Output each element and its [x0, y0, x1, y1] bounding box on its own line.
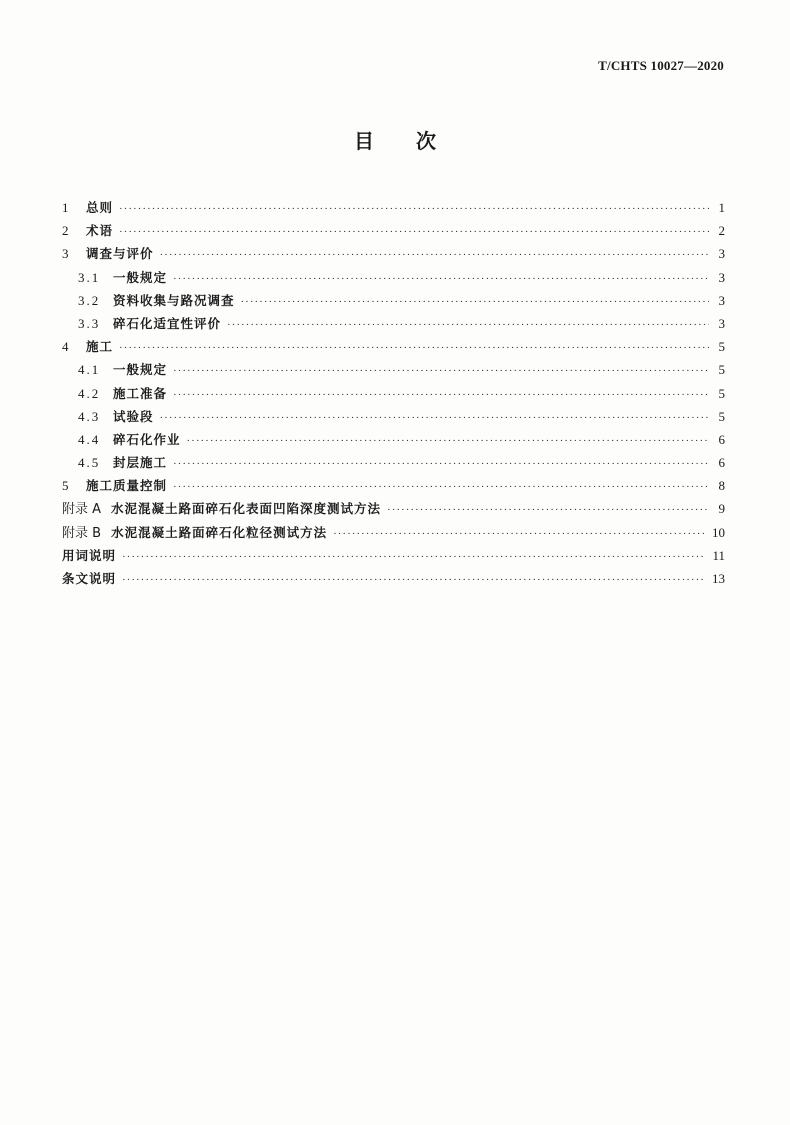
- toc-dot-leader: [122, 546, 706, 569]
- toc-entry-label: 一般规定: [113, 269, 168, 285]
- toc-entry[interactable]: [62, 567, 725, 590]
- toc-entry[interactable]: [62, 219, 725, 242]
- toc-dot-leader: [187, 430, 709, 453]
- toc-entry[interactable]: [62, 474, 725, 497]
- toc-entry-page-number: 5: [718, 362, 725, 378]
- toc-dot-leader: [173, 476, 709, 499]
- toc-entry-label: 总则: [86, 200, 114, 215]
- toc-dot-leader: [387, 499, 709, 522]
- table-of-contents: [62, 196, 725, 590]
- toc-entry[interactable]: [62, 358, 725, 381]
- toc-entry-page-number: 5: [718, 408, 725, 424]
- toc-entry-label: 一般规定: [113, 362, 168, 378]
- toc-entry-number: 4.4: [78, 431, 101, 447]
- toc-dot-leader: [119, 198, 709, 221]
- toc-entry-number: 附录 B: [62, 525, 102, 541]
- toc-dot-leader: [173, 360, 709, 383]
- toc-entry-label: 碎石化适宜性评价: [113, 315, 222, 331]
- toc-entry[interactable]: [62, 544, 725, 567]
- toc-entry-number: 4.5: [78, 455, 101, 471]
- toc-entry-page-number: 11: [712, 547, 725, 563]
- toc-entry-label: 水泥混凝土路面碎石化粒径测试方法: [111, 524, 328, 540]
- toc-entry-label: 施工质量控制: [86, 478, 168, 494]
- toc-entry-page-number: 6: [718, 431, 725, 447]
- toc-entry-number: 1: [62, 200, 69, 215]
- toc-entry-page-number: 3: [718, 269, 725, 285]
- toc-entry-label: 封层施工: [113, 455, 168, 471]
- toc-entry-page-number: 3: [718, 315, 725, 331]
- toc-entry-label: 碎石化作业: [113, 431, 181, 447]
- toc-entry-page-number: 5: [718, 385, 725, 401]
- toc-entry-page-number: 3: [718, 246, 725, 262]
- toc-entry[interactable]: [62, 497, 725, 520]
- toc-entry-label: 施工: [86, 339, 114, 355]
- toc-entry[interactable]: [62, 196, 725, 219]
- toc-dot-leader: [173, 453, 709, 476]
- toc-entry-label: 资料收集与路况调查: [113, 292, 235, 308]
- toc-dot-leader: [173, 268, 709, 291]
- toc-entry-label: 水泥混凝土路面碎石化表面凹陷深度测试方法: [111, 501, 382, 517]
- toc-entry-page-number: 2: [718, 223, 725, 239]
- toc-dot-leader: [119, 221, 709, 244]
- toc-entry-page-number: 10: [712, 524, 725, 540]
- toc-entry-number: 4.1: [78, 362, 101, 378]
- toc-entry-label: 调查与评价: [86, 246, 154, 262]
- title-char-2: 次: [416, 129, 436, 153]
- toc-dot-leader: [160, 244, 709, 267]
- toc-entry-number: 5: [62, 478, 69, 494]
- toc-entry-number: 附录 A: [62, 502, 102, 518]
- toc-entry-page-number: 5: [718, 339, 725, 355]
- page-title: [0, 125, 790, 154]
- toc-entry-label: 施工准备: [113, 385, 168, 401]
- toc-dot-leader: [333, 523, 706, 546]
- toc-entry-page-number: 13: [712, 571, 725, 586]
- toc-entry[interactable]: [62, 312, 725, 335]
- toc-entry[interactable]: [62, 451, 725, 474]
- toc-entry[interactable]: [62, 266, 725, 289]
- toc-entry[interactable]: [62, 289, 725, 312]
- toc-entry-label: 术语: [86, 223, 114, 239]
- toc-dot-leader: [227, 314, 709, 337]
- toc-dot-leader: [122, 569, 706, 592]
- toc-entry-number: 4.3: [78, 408, 101, 424]
- toc-entry-page-number: 9: [718, 501, 725, 517]
- toc-entry-number: 3.1: [78, 269, 101, 285]
- toc-entry[interactable]: [62, 521, 725, 544]
- toc-dot-leader: [160, 407, 709, 430]
- toc-entry-page-number: 3: [718, 292, 725, 308]
- toc-entry[interactable]: [62, 405, 725, 428]
- toc-entry-number: 4: [62, 339, 69, 355]
- toc-entry-label: 用词说明: [62, 547, 117, 563]
- toc-dot-leader: [241, 291, 709, 314]
- toc-entry-page-number: 6: [718, 455, 725, 471]
- toc-entry-number: 3.2: [78, 292, 101, 308]
- toc-dot-leader: [173, 384, 709, 407]
- toc-entry-number: 4.2: [78, 385, 101, 401]
- toc-entry[interactable]: [62, 428, 725, 451]
- toc-entry-page-number: 1: [718, 200, 725, 215]
- standard-code: T/CHTS 10027—2020: [598, 58, 724, 73]
- toc-entry[interactable]: [62, 382, 725, 405]
- toc-dot-leader: [119, 337, 709, 360]
- title-char-1: 目: [354, 129, 374, 153]
- toc-entry-page-number: 8: [718, 478, 725, 494]
- toc-entry-number: 3: [62, 246, 69, 262]
- toc-entry[interactable]: [62, 242, 725, 265]
- toc-entry-number: 3.3: [78, 315, 101, 331]
- toc-entry-number: 2: [62, 223, 69, 239]
- toc-entry[interactable]: [62, 335, 725, 358]
- toc-entry-label: 条文说明: [62, 571, 117, 586]
- toc-entry-label: 试验段: [113, 408, 154, 424]
